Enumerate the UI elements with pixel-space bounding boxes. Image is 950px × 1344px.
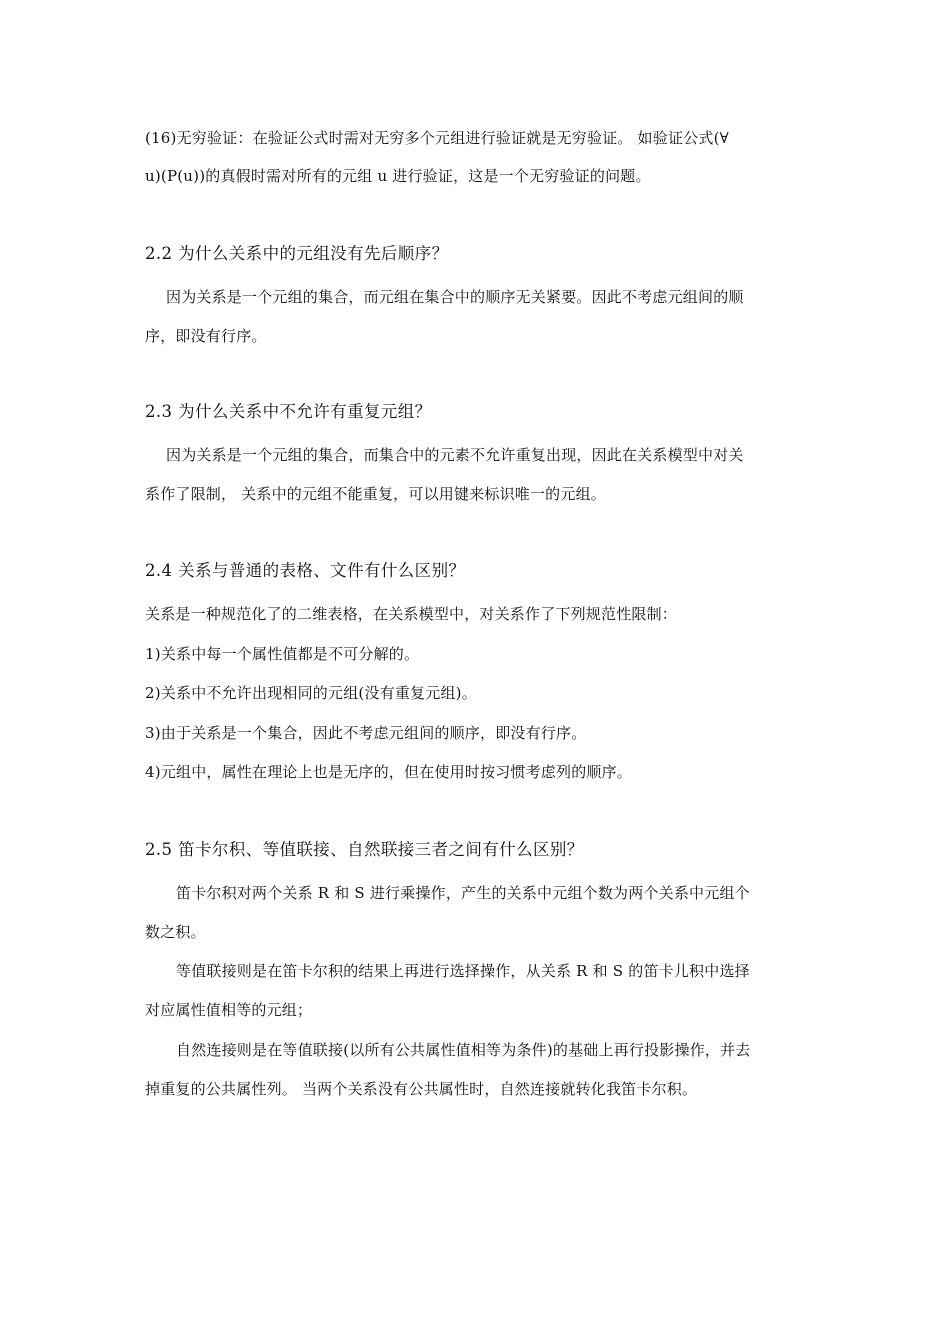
q2-3-line-2: 系作了限制， 关系中的元组不能重复，可以用键来标识唯一的元组。 bbox=[145, 485, 606, 503]
q2-4-line-1: 关系是一种规范化了的二维表格，在关系模型中，对关系作了下列规范性限制： bbox=[145, 605, 678, 623]
q2-3-line-1: 因为关系是一个元组的集合，而集合中的元素不允许重复出现，因此在关系模型中对关 bbox=[166, 446, 744, 464]
q2-5-line-6: 掉重复的公共属性列。 当两个关系没有公共属性时，自然连接就转化我笛卡尔积。 bbox=[145, 1080, 698, 1098]
q2-4-line-4: 3)由于关系是一个集合，因此不考虑元组间的顺序，即没有行序。 bbox=[145, 724, 587, 742]
q2-5-line-4: 对应属性值相等的元组； bbox=[145, 1001, 313, 1019]
q2-3-heading: 2.3 为什么关系中不允许有重复元组？ bbox=[145, 402, 432, 421]
q2-5-line-3: 等值联接则是在笛卡尔积的结果上再进行选择操作，从关系 R 和 S 的笛卡儿积中选择 bbox=[176, 962, 750, 980]
q2-4-heading: 2.4 关系与普通的表格、文件有什么区别？ bbox=[145, 561, 466, 580]
intro-line-1: (16)无穷验证：在验证公式时需对无穷多个元组进行验证就是无穷验证。 如验证公式(∀ bbox=[145, 129, 729, 147]
q2-2-line-1: 因为关系是一个元组的集合，而元组在集合中的顺序无关紧要。因此不考虑元组间的顺 bbox=[166, 288, 744, 306]
q2-4-line-5: 4)元组中，属性在理论上也是无序的，但在使用时按习惯考虑列的顺序。 bbox=[145, 763, 632, 781]
q2-2-heading: 2.2 为什么关系中的元组没有先后顺序？ bbox=[145, 244, 449, 263]
q2-5-heading: 2.5 笛卡尔积、等值联接、自然联接三者之间有什么区别？ bbox=[145, 840, 584, 859]
q2-5-line-2: 数之积。 bbox=[145, 923, 206, 941]
q2-4-line-3: 2)关系中不允许出现相同的元组(没有重复元组)。 bbox=[145, 684, 477, 702]
q2-4-line-2: 1)关系中每一个属性值都是不可分解的。 bbox=[145, 645, 420, 663]
q2-2-line-2: 序，即没有行序。 bbox=[145, 327, 267, 345]
q2-5-line-1: 笛卡尔积对两个关系 R 和 S 进行乘操作，产生的关系中元组个数为两个关系中元组个 bbox=[176, 884, 750, 902]
intro-line-2: u)(P(u))的真假时需对所有的元组 u 进行验证，这是一个无穷验证的问题。 bbox=[145, 167, 651, 185]
q2-5-line-5: 自然连接则是在等值联接(以所有公共属性值相等为条件)的基础上再行投影操作，并去 bbox=[176, 1041, 751, 1059]
